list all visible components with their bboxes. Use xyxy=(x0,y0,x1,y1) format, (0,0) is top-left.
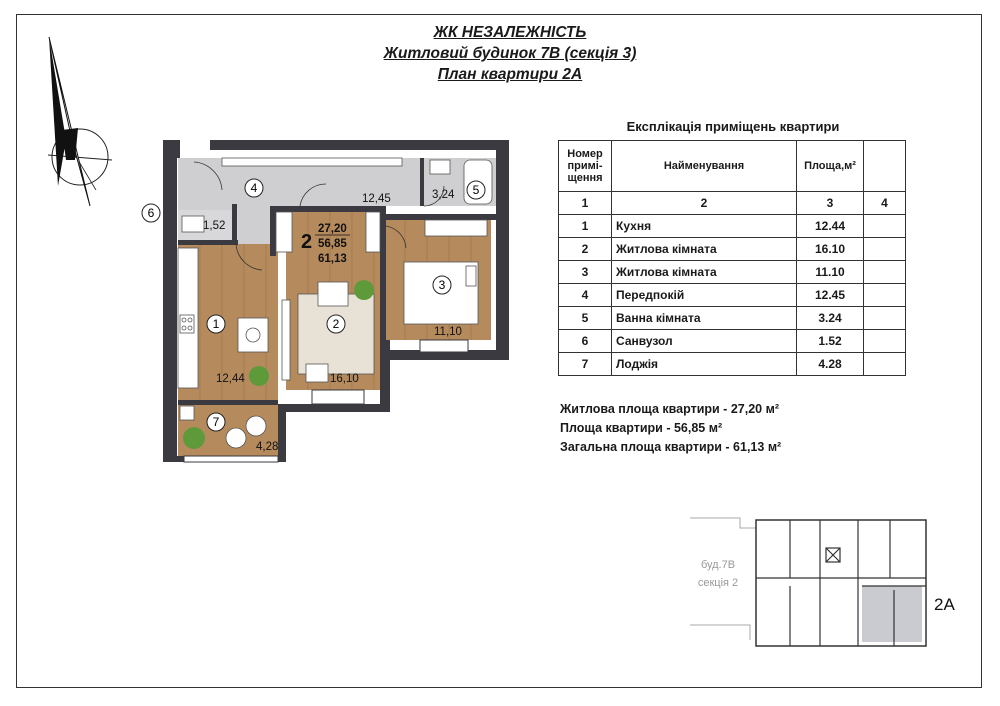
table-row xyxy=(559,215,906,238)
area-room-2: 16,10 xyxy=(330,373,359,385)
area-room-7: 4,28 xyxy=(256,441,279,453)
row-area: 12.45 xyxy=(797,284,864,307)
header-number: Номер примі-щення xyxy=(559,141,612,192)
row-area: 11.10 xyxy=(797,261,864,284)
row-name: Санвузол xyxy=(612,330,797,353)
room-marker-1 xyxy=(207,315,225,333)
row-extra xyxy=(864,238,906,261)
svg-text:2: 2 xyxy=(332,317,340,331)
svg-text:3: 3 xyxy=(438,278,446,292)
row-number: 5 xyxy=(559,307,612,330)
header-extra xyxy=(864,141,906,192)
index-cell: 3 xyxy=(797,192,864,215)
header-area: Площа,м² xyxy=(797,141,864,192)
row-area: 3.24 xyxy=(797,307,864,330)
table-index-row xyxy=(559,192,906,215)
room-marker-2 xyxy=(327,315,345,333)
row-name: Ванна кімната xyxy=(612,307,797,330)
key-plan-highlight xyxy=(862,586,922,642)
table-row xyxy=(559,353,906,376)
key-plan xyxy=(690,518,955,646)
room-marker-7 xyxy=(207,413,225,431)
svg-text:1: 1 xyxy=(212,317,220,331)
table-row xyxy=(559,307,906,330)
row-extra xyxy=(864,353,906,376)
row-name: Житлова кімната xyxy=(612,238,797,261)
north-arrow-icon xyxy=(48,37,112,206)
title-apartment: План квартири 2А xyxy=(437,66,583,83)
table-row xyxy=(559,284,906,307)
title-complex: ЖК НЕЗАЛЕЖНІСТЬ xyxy=(433,24,587,41)
badge-living: 27,20 xyxy=(318,223,347,235)
summary-total: Загальна площа квартири - 61,13 м² xyxy=(560,440,782,454)
table-row xyxy=(559,330,906,353)
row-number: 7 xyxy=(559,353,612,376)
row-name: Кухня xyxy=(612,215,797,238)
area-summary xyxy=(560,400,781,457)
svg-text:6: 6 xyxy=(147,206,155,220)
table-header-row xyxy=(559,141,906,192)
area-room-5: 3,24 xyxy=(432,189,455,201)
summary-apartment: Площа квартири - 56,85 м² xyxy=(560,421,723,435)
row-extra xyxy=(864,330,906,353)
area-room-3: 11,10 xyxy=(434,326,462,338)
header-name: Найменування xyxy=(612,141,797,192)
summary-living: Житлова площа квартири - 27,20 м² xyxy=(560,402,779,416)
explication-table xyxy=(558,140,906,376)
row-name: Лоджія xyxy=(612,353,797,376)
row-extra xyxy=(864,215,906,238)
svg-text:7: 7 xyxy=(212,415,220,429)
svg-text:5: 5 xyxy=(472,183,480,197)
row-number: 3 xyxy=(559,261,612,284)
row-area: 16.10 xyxy=(797,238,864,261)
area-room-1: 12,44 xyxy=(216,373,245,385)
row-area: 4.28 xyxy=(797,353,864,376)
room-marker-4 xyxy=(245,179,263,197)
area-room-4: 12,45 xyxy=(362,193,391,205)
row-number: 4 xyxy=(559,284,612,307)
row-extra xyxy=(864,284,906,307)
badge-total: 61,13 xyxy=(318,253,347,265)
key-plan-unit: 2А xyxy=(934,595,955,614)
row-number: 1 xyxy=(559,215,612,238)
key-plan-section: секція 2 xyxy=(697,577,739,589)
title-building: Житловий будинок 7В (секція 3) xyxy=(383,45,637,62)
table-row xyxy=(559,261,906,284)
key-plan-building: буд.7В xyxy=(700,559,736,571)
row-extra xyxy=(864,307,906,330)
table-row xyxy=(559,238,906,261)
index-cell: 1 xyxy=(559,192,612,215)
row-area: 12.44 xyxy=(797,215,864,238)
row-area: 1.52 xyxy=(797,330,864,353)
area-room-6: 1,52 xyxy=(203,220,226,232)
row-name: Житлова кімната xyxy=(612,261,797,284)
explication-title: Експлікація приміщень квартири xyxy=(626,119,840,134)
index-cell: 2 xyxy=(612,192,797,215)
index-cell: 4 xyxy=(864,192,906,215)
row-extra xyxy=(864,261,906,284)
badge-apartment: 56,85 xyxy=(318,238,347,250)
svg-text:4: 4 xyxy=(250,181,258,195)
row-number: 6 xyxy=(559,330,612,353)
room-marker-5 xyxy=(467,181,485,199)
room-marker-6 xyxy=(142,204,160,222)
room-marker-3 xyxy=(433,276,451,294)
row-name: Передпокій xyxy=(612,284,797,307)
badge-rooms: 2 xyxy=(301,231,313,253)
row-number: 2 xyxy=(559,238,612,261)
